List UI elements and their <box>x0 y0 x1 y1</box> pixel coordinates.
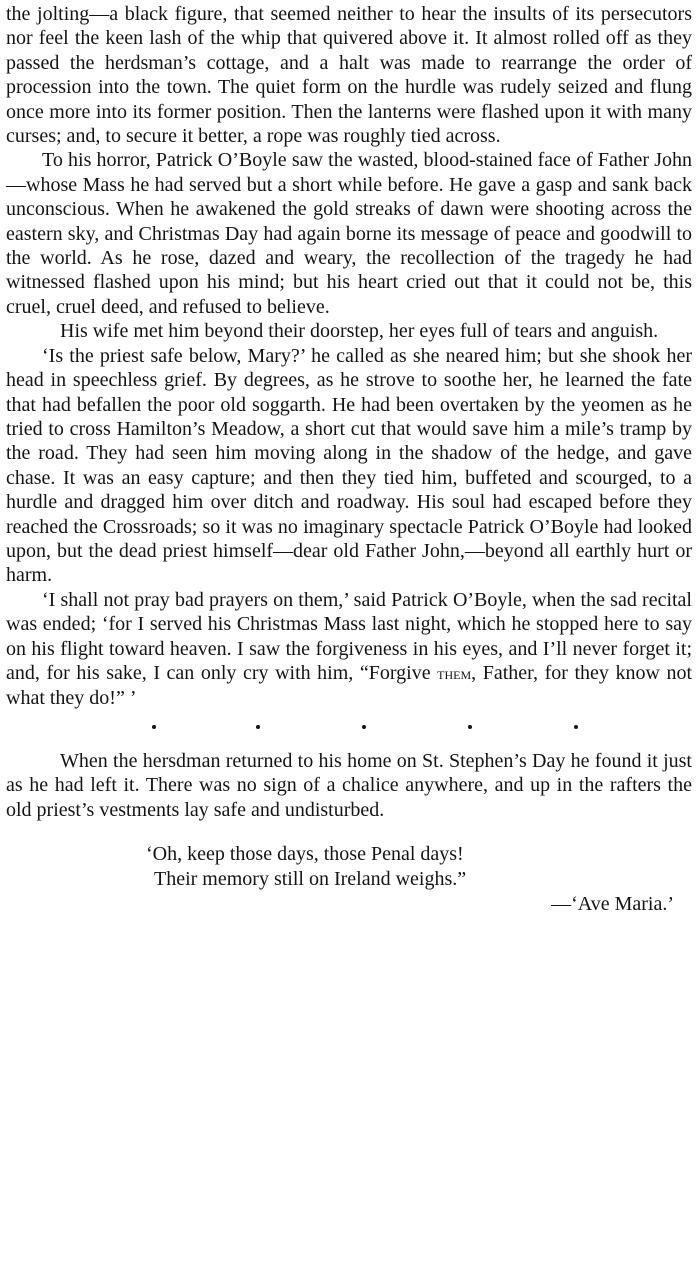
quote-emphasis: them <box>437 663 472 683</box>
verse-line-1: ‘Oh, keep those days, those Penal days! <box>146 843 464 865</box>
quote-text-after: , Father, for they know not what they do!” ’ <box>6 661 693 710</box>
verse-quote <box>6 842 692 917</box>
paragraph-1: the jolting—a black figure, that seemed neither to hear the insults of its persecutors nor feel the keen lash of the whip that quivered above it. It almost rolled off as they passed the herdsman’s cottage, and a halt was made to rearrange the order of procession into the town. The quiet form on the hurdle was rudely seized and flung once more into its former position. Then the lanterns were flashed upon it with many curses; and, to secure it better, a rope was roughly tied across. <box>6 3 692 148</box>
paragraph-5 <box>6 588 692 711</box>
paragraph-2: To his horror, Patrick O’Boyle saw the wasted, blood-stained face of Father John—whose Mass he had served but a short while before. He gave a gasp and sank back unconscious. When he awakened the gold streaks of dawn were shooting across the eastern sky, and Christmas Day had again borne its message of peace and goodwill to the world. As he rose, dazed and weary, the recollection of the tragedy he had witnessed flashed upon his mind; but his heart cried out that it could not be, this cruel, cruel deed, and refused to believe. <box>6 149 692 318</box>
quote-text-before: ‘I shall not pray bad prayers on them,’ said Patrick O’Boyle, when the sad recital was ended; ‘for I served his Christmas Mass last night, which he stopped here to say on his flight toward heaven. I saw the forgiveness in his eyes, and I’ll never forget it; and, for his sake, I can only cry with him, “Forgive <box>6 588 692 684</box>
closing-paragraph: When the hersdman returned to his home on St. Stephen’s Day he found it just as he had left it. There was no sign of a chalice anywhere, and up in the rafters the old priest’s vestments lay safe and undisturbed. <box>6 749 692 821</box>
verse-attribution: —‘Ave Maria.’ <box>551 893 674 915</box>
paragraph-3: His wife met him beyond their doorstep, her eyes full of tears and anguish. <box>60 320 659 343</box>
section-break-dots <box>6 721 692 749</box>
verse-line-2: Their memory still on Ireland weighs.” <box>154 868 467 890</box>
paragraph-4: ‘Is the priest safe below, Mary?’ he called as she neared him; but she shook her head in speechless grief. By degrees, as he strove to soothe her, he learned the fate that had befallen the poor old soggarth. He had been overtaken by the yeomen as he tried to cross Hamilton’s Meadow, a short cut that would save him a mile’s tramp by the road. They had seen him moving along in the shadow of the hedge, and gave chase. It was an easy capture; and then they tied him, buffeted and scourged, to a hurdle and dragged him over ditch and roadway. His soul had escaped before they reached the Crossroads; so it was no imaginary spectacle Patrick O’Boyle had looked upon, but the dead priest himself—dear old Father John,—beyond all earthly hurt or harm. <box>6 344 692 587</box>
